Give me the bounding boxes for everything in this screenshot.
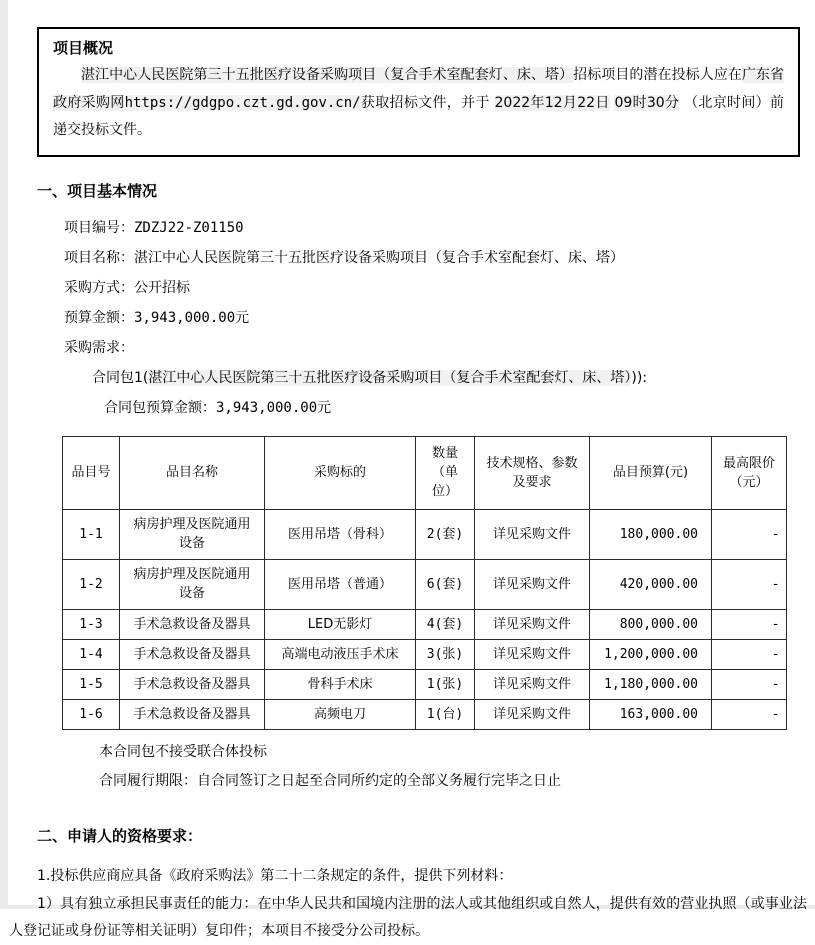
table-cell: 详见采购文件	[475, 559, 590, 609]
items-table-header	[63, 436, 787, 509]
column-header: 品目号	[63, 436, 120, 509]
overview-title: 项目概况	[53, 39, 114, 57]
column-header: 最高限价（元）	[712, 436, 787, 509]
table-cell: LED无影灯	[265, 609, 416, 639]
table-cell: -	[712, 639, 787, 669]
table-cell: 1,200,000.00	[590, 639, 712, 669]
table-cell: 详见采购文件	[475, 699, 590, 729]
column-header: 技术规格、参数及要求	[475, 436, 590, 509]
table-cell: 1-6	[63, 699, 120, 729]
table-cell: -	[712, 609, 787, 639]
field-budget-amount	[64, 303, 807, 333]
field-value: 湛江中心人民医院第三十五批医疗设备采购项目（复合手术室配套灯、床、塔）	[134, 249, 624, 266]
project-name-highlight: 湛江中心人民医院第三十五批医疗设备采购项目（复合手术室配套灯、床、塔）	[81, 67, 574, 83]
table-cell: -	[712, 509, 787, 559]
package-name-highlight: 湛江中心人民医院第三十五批医疗设备采购项目（复合手术室配套灯、床、塔）	[148, 369, 632, 386]
deadline-time: 09时30分	[614, 94, 680, 111]
table-cell: -	[712, 699, 787, 729]
table-cell: 病房护理及医院通用设备	[120, 559, 265, 609]
table-cell: 1(张)	[416, 669, 475, 699]
table-row	[63, 509, 787, 559]
table-row	[63, 559, 787, 609]
table-cell: 详见采购文件	[475, 609, 590, 639]
table-cell: 1(台)	[416, 699, 475, 729]
qualification-para-1: 1.投标供应商应具备《政府采购法》第二十二条规定的条件，提供下列材料：	[37, 867, 513, 884]
table-cell: 3(张)	[416, 639, 475, 669]
table-cell: 手术急救设备及器具	[120, 609, 265, 639]
table-cell: 骨科手术床	[265, 669, 416, 699]
column-header: 数量（单位）	[416, 436, 475, 509]
package-notes	[99, 738, 807, 796]
procurement-site-name: 广东省政府采购网	[53, 67, 784, 111]
section1-heading: 一、项目基本情况	[37, 181, 158, 200]
overview-text: （北京时间）前递交投标文件。	[53, 94, 784, 138]
table-cell: 180,000.00	[590, 509, 712, 559]
package-suffix: )):	[631, 369, 648, 386]
table-cell: 1-4	[63, 639, 120, 669]
table-cell: 4(套)	[416, 609, 475, 639]
column-header: 品目名称	[120, 436, 265, 509]
table-cell: 1-3	[63, 609, 120, 639]
table-cell: 高端电动液压手术床	[265, 639, 416, 669]
table-cell: 病房护理及医院通用设备	[120, 509, 265, 559]
table-cell: 医用吊塔（骨科）	[265, 509, 416, 559]
package-budget-label: 合同包预算金额：	[104, 399, 216, 416]
field-label: 预算金额：	[64, 309, 134, 326]
document-body	[9, 0, 807, 945]
table-cell: -	[712, 559, 787, 609]
deadline-date: 2022年12月22日	[494, 94, 610, 111]
table-cell: 1,180,000.00	[590, 669, 712, 699]
table-cell: 1-2	[63, 559, 120, 609]
package-prefix: 合同包1(	[92, 369, 149, 386]
table-row	[63, 699, 787, 729]
package-line	[92, 363, 807, 393]
table-row	[63, 609, 787, 639]
table-cell: -	[712, 669, 787, 699]
field-value: 3,943,000.00元	[134, 309, 250, 326]
table-cell: 1-5	[63, 669, 120, 699]
field-value: 公开招标	[134, 279, 190, 296]
table-row	[63, 669, 787, 699]
column-header: 采购标的	[265, 436, 416, 509]
overview-paragraph	[53, 62, 784, 145]
field-label: 项目编号：	[64, 219, 134, 236]
table-row	[63, 639, 787, 669]
table-cell: 医用吊塔（普通）	[265, 559, 416, 609]
field-procurement-method	[64, 273, 807, 303]
package-budget-value: 3,943,000.00元	[216, 399, 332, 416]
header-row	[63, 436, 787, 509]
project-overview-box	[37, 27, 800, 157]
overview-text: 招标项目的潜在投标人应在	[573, 67, 742, 83]
field-label: 采购方式：	[64, 279, 134, 296]
overview-text: 获取招标文件，并于	[360, 94, 495, 111]
table-cell: 163,000.00	[590, 699, 712, 729]
table-cell: 手术急救设备及器具	[120, 669, 265, 699]
field-value: ZDZJ22-Z01150	[134, 219, 244, 236]
demand-label: 采购需求：	[64, 339, 134, 356]
field-project-name	[64, 243, 807, 273]
field-project-number	[64, 213, 807, 243]
table-cell: 手术急救设备及器具	[120, 699, 265, 729]
column-header: 品目预算(元)	[590, 436, 712, 509]
table-cell: 详见采购文件	[475, 669, 590, 699]
note-no-consortium: 本合同包不接受联合体投标	[99, 743, 267, 760]
note-contract-term: 合同履行期限：自合同签订之日起至合同所约定的全部义务履行完毕之日止	[99, 772, 561, 789]
table-cell: 详见采购文件	[475, 509, 590, 559]
table-cell: 6(套)	[416, 559, 475, 609]
left-gutter	[0, 0, 8, 909]
qualification-para-2: 1）具有独立承担民事责任的能力：在中华人民共和国境内注册的法人或其他组织或自然人，提供有效的营业执照（或事业法人登记证或身份证等相关证明）复印件；本项目不接受分公司投标。	[9, 895, 807, 939]
project-fields	[9, 213, 807, 423]
table-cell: 2(套)	[416, 509, 475, 559]
table-cell: 手术急救设备及器具	[120, 639, 265, 669]
items-table	[62, 436, 787, 730]
table-cell: 详见采购文件	[475, 639, 590, 669]
procurement-site-url: https://gdgpo.czt.gd.gov.cn/	[124, 94, 361, 111]
table-cell: 1-1	[63, 509, 120, 559]
table-cell: 高频电刀	[265, 699, 416, 729]
package-budget	[104, 393, 807, 423]
section2-heading: 二、申请人的资格要求：	[37, 826, 203, 845]
table-cell: 420,000.00	[590, 559, 712, 609]
items-table-body	[63, 509, 787, 729]
field-label: 项目名称：	[64, 249, 134, 266]
table-cell: 800,000.00	[590, 609, 712, 639]
